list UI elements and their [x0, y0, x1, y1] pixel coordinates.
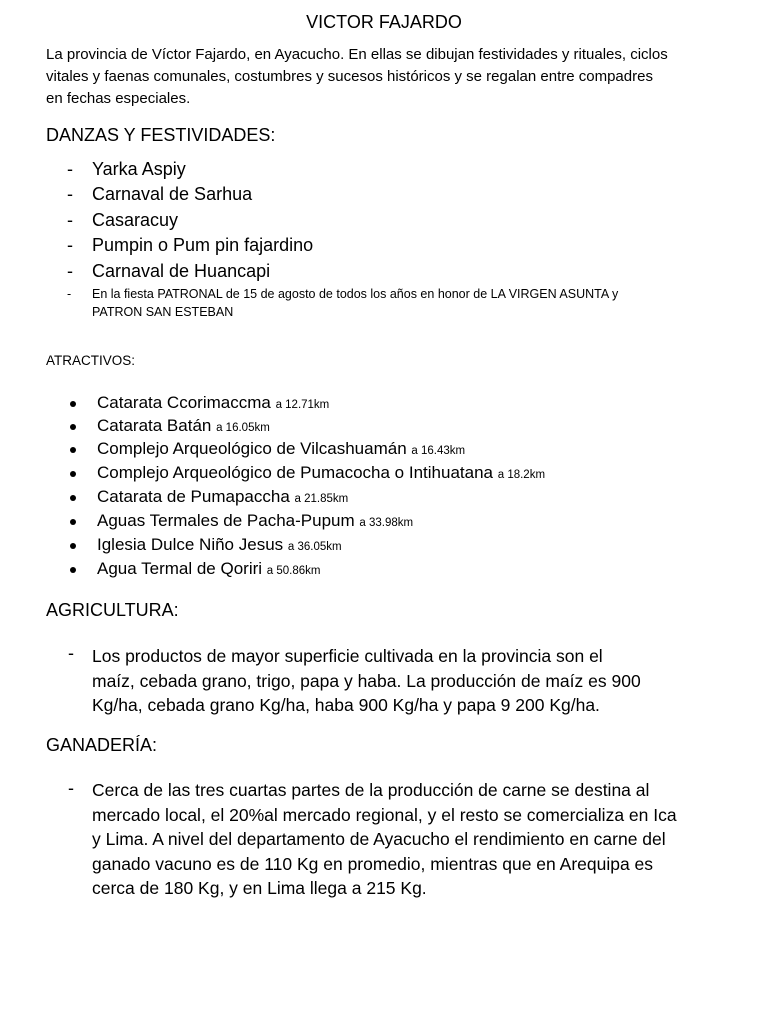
- atractivo-name: Iglesia Dulce Niño Jesus: [97, 535, 284, 554]
- agricultura-line: Los productos de mayor superficie cultivada en la provincia son el: [92, 646, 603, 666]
- atractivo-distance: a 16.05km: [216, 422, 270, 434]
- atractivo-distance: a 33.98km: [359, 517, 414, 529]
- dash-bullet: -: [67, 261, 73, 281]
- atractivo-name: Complejo Arqueológico de Vilcashuamán: [97, 439, 407, 458]
- ganaderia-line: y Lima. A nivel del departamento de Ayacucho el rendimiento en carne del: [92, 829, 666, 849]
- danza-note-line: PATRON SAN ESTEBAN: [92, 305, 234, 319]
- dash-bullet: -: [68, 643, 74, 663]
- bullet-dot-icon: [70, 543, 76, 549]
- agricultura-line: Kg/ha, cebada grano Kg/ha, haba 900 Kg/ha y papa 9 200 Kg/ha.: [92, 695, 600, 715]
- bullet-dot-icon: [70, 495, 76, 501]
- bullet-dot-icon: [70, 424, 76, 430]
- atractivo-name: Catarata de Pumapaccha: [97, 487, 290, 506]
- intro-line: La provincia de Víctor Fajardo, en Ayacucho. En ellas se dibujan festividades y rituales, ciclos: [46, 46, 668, 63]
- atractivo-distance: a 12.71km: [275, 399, 330, 411]
- bullet-dot-icon: [70, 471, 76, 477]
- atractivos-heading: ATRACTIVOS:: [46, 353, 136, 368]
- intro-paragraph: [46, 44, 736, 110]
- intro-line: en fechas especiales.: [46, 90, 191, 107]
- atractivo-name: Aguas Termales de Pacha-Pupum: [97, 511, 355, 530]
- dash-bullet: -: [67, 235, 73, 255]
- atractivo-name: Catarata Batán: [97, 416, 212, 435]
- danza-note-line: En la fiesta PATRONAL de 15 de agosto de todos los años en honor de LA VIRGEN ASUNTA y: [92, 287, 619, 301]
- danza-label: Carnaval de Huancapi: [92, 261, 271, 281]
- danza-label: Yarka Aspiy: [92, 159, 186, 179]
- bullet-dot-icon: [70, 447, 76, 453]
- danza-label: Casaracuy: [92, 210, 179, 230]
- dash-bullet: -: [67, 210, 73, 230]
- dash-bullet: -: [67, 159, 73, 179]
- bullet-dot-icon: [70, 519, 76, 525]
- agricultura-heading: AGRICULTURA:: [46, 600, 179, 620]
- ganaderia-line: mercado local, el 20%al mercado regional, y el resto se comercializa en Ica: [92, 804, 677, 825]
- atractivo-name: Agua Termal de Qoriri: [97, 559, 263, 578]
- ganaderia-heading: GANADERÍA:: [46, 735, 158, 755]
- atractivo-distance: a 36.05km: [287, 541, 342, 553]
- bullet-dot-icon: [70, 401, 76, 407]
- danza-label: Carnaval de Sarhua: [92, 184, 253, 204]
- intro-line: vitales y faenas comunales, costumbres y sucesos históricos y se regalan entre compadres: [46, 68, 653, 85]
- ganaderia-line: Cerca de las tres cuartas partes de la producción de carne se destina al: [92, 780, 650, 800]
- atractivo-name: Complejo Arqueológico de Pumacocha o Intihuatana: [97, 463, 493, 482]
- atractivo-distance: a 18.2km: [497, 469, 546, 481]
- agricultura-paragraph: [92, 644, 732, 718]
- dash-bullet: -: [68, 778, 74, 798]
- atractivo-distance: a 16.43km: [411, 445, 466, 457]
- ganaderia-line: cerca de 180 Kg, y en Lima llega a 215 Kg.: [92, 878, 427, 898]
- document-title: VICTOR FAJARDO: [306, 12, 462, 32]
- dash-bullet: -: [67, 287, 72, 301]
- danzas-heading: DANZAS Y FESTIVIDADES:: [46, 125, 276, 145]
- atractivo-distance: a 50.86km: [266, 565, 321, 577]
- agricultura-line: maíz, cebada grano, trigo, papa y haba. La producción de maíz es 900: [92, 670, 641, 691]
- ganaderia-line: ganado vacuno es de 110 Kg en promedio, mientras que en Arequipa es: [92, 853, 654, 874]
- danza-label: Pumpin o Pum pin fajardino: [92, 235, 314, 255]
- dash-bullet: -: [67, 184, 73, 204]
- atractivo-name: Catarata Ccorimaccma: [97, 393, 271, 412]
- atractivo-distance: a 21.85km: [294, 493, 349, 505]
- ganaderia-paragraph: [92, 778, 732, 901]
- bullet-dot-icon: [70, 567, 76, 573]
